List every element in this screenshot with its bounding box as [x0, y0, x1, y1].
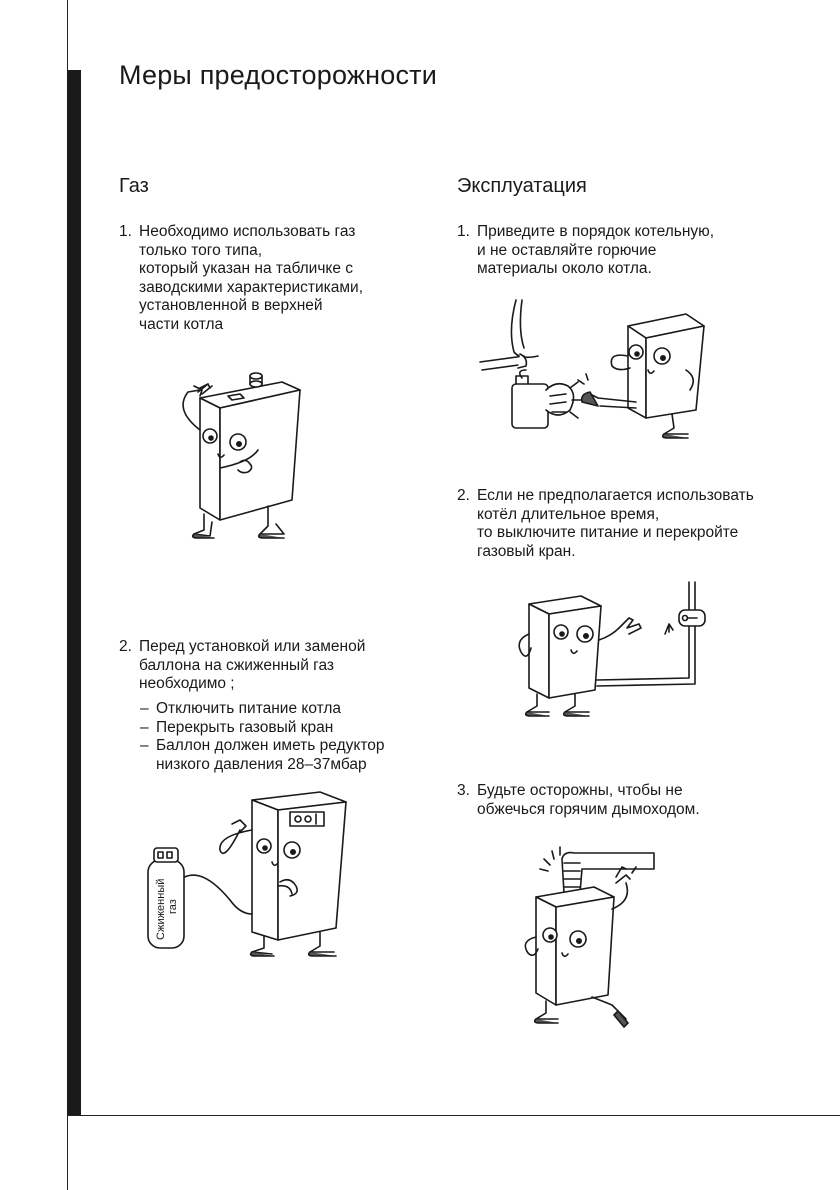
gas-section-heading: Газ: [119, 175, 149, 197]
operation-item-2-line: котёл длительное время,: [477, 505, 660, 523]
operation-item-1-number: 1.: [457, 223, 470, 240]
gas-item-1-line: Необходимо использовать газ: [139, 223, 356, 240]
gas-subitem-continuation: низкого давления 28–37мбар: [156, 755, 367, 773]
gas-item-1-line: заводскими характеристиками,: [139, 278, 364, 296]
gas-subitem: – Баллон должен иметь редуктор: [140, 737, 385, 754]
operation-item-3-line: Будьте осторожны, чтобы не: [477, 782, 683, 799]
boiler-kicking-materials-illustration: [478, 300, 718, 440]
operation-item-3-line: обжечься горячим дымоходом.: [477, 800, 700, 818]
page-side-bar: [67, 70, 81, 1116]
boiler-hot-flue-illustration: [522, 845, 662, 1035]
boiler-reading-plate-illustration: [160, 370, 310, 550]
operation-item-2: [457, 487, 754, 561]
page-title: Меры предосторожности: [119, 60, 438, 90]
gas-item-1-line: только того типа,: [139, 241, 263, 259]
operation-item-1-line: материалы около котла.: [477, 260, 652, 277]
gas-item-1-line: который указан на табличке с: [139, 260, 354, 277]
gas-item-2-line: Перед установкой или заменой: [139, 638, 366, 655]
operation-item-2-line: то выключите питание и перекройте: [477, 524, 739, 541]
gas-item-1-line: установленной в верхней: [139, 297, 323, 314]
gas-item-1: [119, 223, 363, 334]
operation-item-1-line: и не оставляйте горючие: [477, 241, 657, 259]
gas-item-2-subitems: [140, 700, 384, 774]
boiler-lpg-cylinder-illustration: [140, 790, 355, 960]
operation-item-2-line: газовый кран.: [477, 542, 576, 560]
gas-subitem: – Перекрыть газовый кран: [140, 718, 334, 736]
page-bottom-rule: [67, 1115, 840, 1116]
cylinder-label-line1: Сжиженный: [155, 878, 167, 940]
gas-item-2-line: необходимо ;: [139, 675, 235, 692]
gas-item-2-line: баллона на сжиженный газ: [139, 656, 335, 674]
operation-item-1: [457, 223, 714, 279]
operation-item-2-line: Если не предполагается использовать: [477, 487, 754, 504]
operation-section-heading: Эксплуатация: [457, 175, 587, 197]
gas-item-1-number: 1.: [119, 223, 132, 240]
operation-item-3: [457, 782, 700, 819]
gas-item-1-line: части котла: [139, 315, 224, 333]
operation-item-3-number: 3.: [457, 782, 470, 799]
gas-item-2: [119, 638, 365, 694]
boiler-gas-valve-illustration: [515, 582, 715, 727]
cylinder-label-line2: газ: [167, 899, 179, 914]
gas-item-2-number: 2.: [119, 638, 132, 655]
operation-item-1-line: Приведите в порядок котельную,: [477, 223, 715, 240]
operation-item-2-number: 2.: [457, 487, 470, 504]
gas-subitem: – Отключить питание котла: [140, 700, 342, 717]
